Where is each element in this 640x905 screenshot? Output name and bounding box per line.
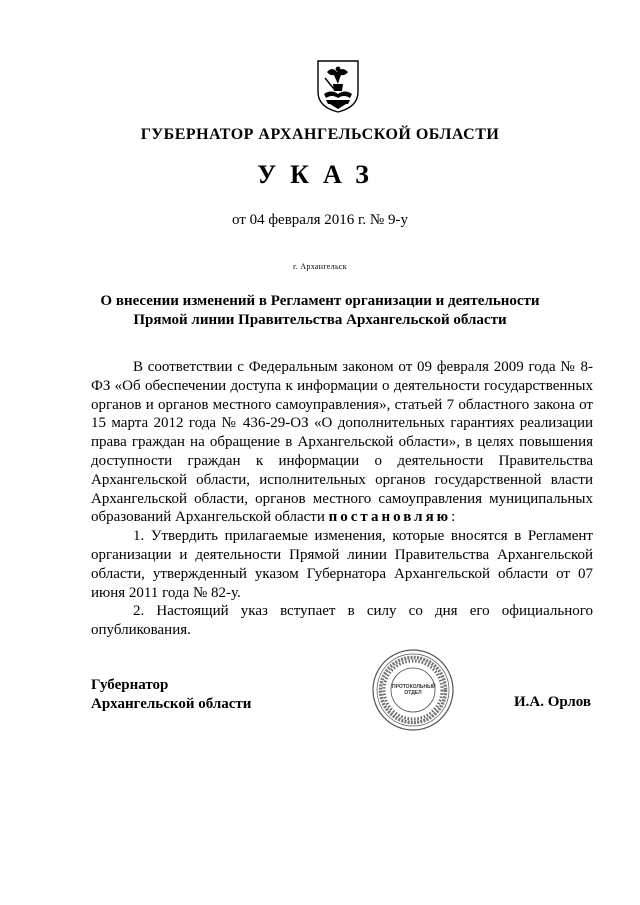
document-title bbox=[0, 292, 640, 330]
decree-item-1: 1. Утвердить прилагаемые изменения, которые вносятся в Регламент организации и деятельности Прямой линии Правительства Архангельской области, утвержденный указом Губернатора Архангельской области от 07 июня 2011 года № 82-у. bbox=[91, 528, 593, 601]
preamble-paragraph bbox=[91, 358, 593, 527]
decree-colon: : bbox=[451, 509, 456, 526]
coat-of-arms-icon bbox=[315, 58, 361, 114]
document-type-heading: УКАЗ bbox=[257, 160, 383, 189]
stamp-label-line: ОТДЕЛ bbox=[404, 690, 422, 696]
signatory-name: И.А. Орлов bbox=[514, 694, 592, 710]
stamp-label bbox=[392, 684, 434, 696]
document-title-line: О внесении изменений в Регламент организации и деятельности bbox=[100, 293, 540, 309]
signatory-position-line: Архангельской области bbox=[91, 696, 252, 712]
signatory-position bbox=[91, 676, 251, 714]
organization-heading: ГУБЕРНАТОР АРХАНГЕЛЬСКОЙ ОБЛАСТИ bbox=[140, 126, 500, 143]
document-city: г. Архангельск bbox=[293, 262, 347, 271]
document-title-line: Прямой линии Правительства Архангельской области bbox=[133, 312, 507, 328]
stamp-label-line: ПРОТОКОЛЬНЫЙ bbox=[392, 684, 436, 690]
document-date-number: от 04 февраля 2016 г. № 9-у bbox=[231, 212, 408, 228]
decree-word: постановляю bbox=[328, 509, 452, 526]
document-body bbox=[91, 358, 593, 640]
preamble-text: В соответствии с Федеральным законом от 09 февраля 2009 года № 8-ФЗ «Об обеспечении доступа к информации о деятельности государственных органов и органов местного самоуправления», статьей 7 областного закона от 15 марта 2012 года № 436-29-ОЗ «О дополнительных гарантиях реализации права граждан на обращение в Архангельской области», в целях повышения доступности граждан к информации о деятельности Правительства Архангельской области, исполнительных органов государственной власти Архангельской области, органов местного самоуправления муниципальных образований Архангельской области bbox=[91, 359, 593, 526]
signatory-position-line: Губернатор bbox=[91, 677, 169, 693]
decree-item-2: 2. Настоящий указ вступает в силу со дня его официального опубликования. bbox=[91, 603, 593, 639]
